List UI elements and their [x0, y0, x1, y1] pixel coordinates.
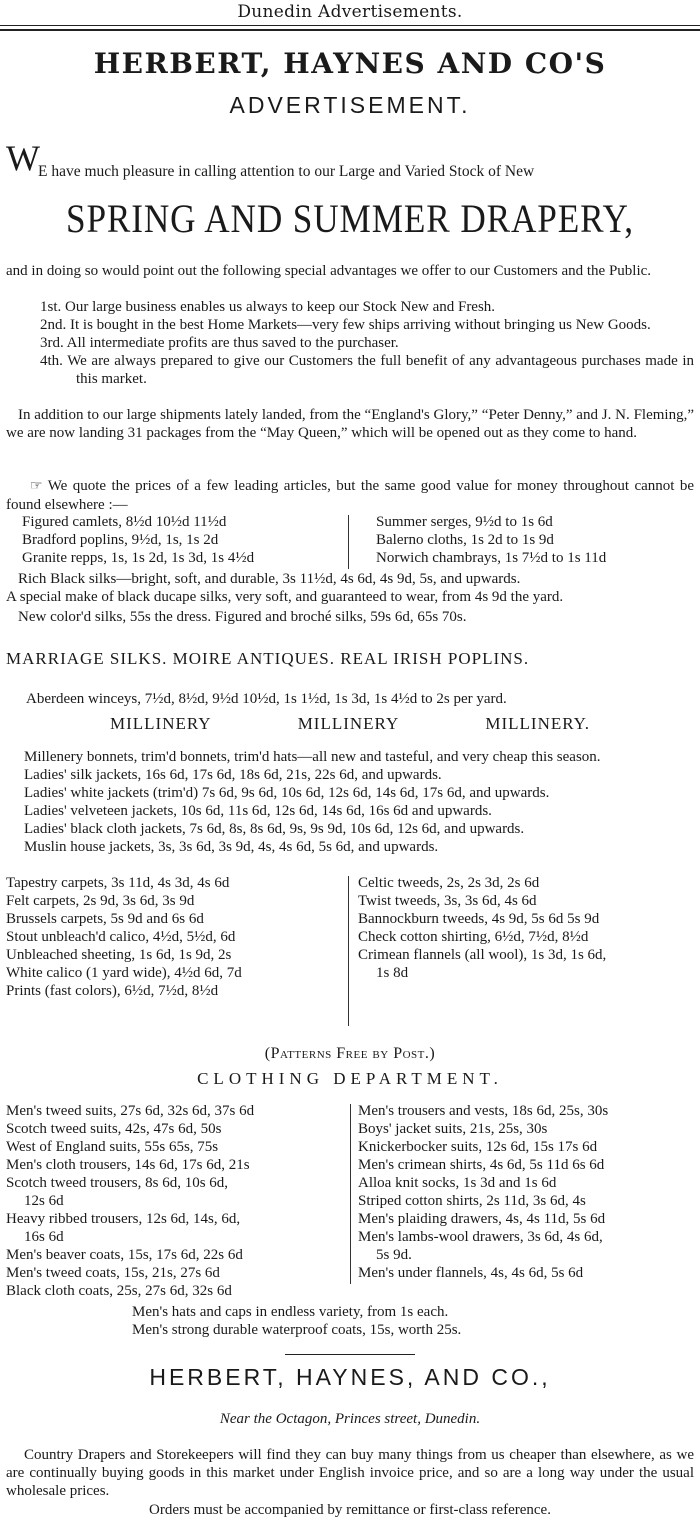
price-item: Crimean flannels (all wool), 1s 3d, 1s 6d,: [358, 947, 607, 963]
header-rule: [0, 25, 700, 26]
ad-subtitle: ADVERTISEMENT.: [229, 92, 471, 118]
clothing-item: Striped cotton shirts, 2s 11d, 3s 6d, 4s: [358, 1193, 586, 1209]
price-item: Bradford poplins, 9½d, 1s, 1s 2d: [22, 532, 219, 548]
clothing-item: Scotch tweed suits, 42s, 47s 6d, 50s: [6, 1121, 222, 1137]
price-item: Twist tweeds, 3s, 3s 6d, 4s 6d: [358, 893, 537, 909]
prices1-left: [22, 513, 342, 567]
hats-item: Men's strong durable waterproof coats, 15s, worth 25s.: [132, 1322, 462, 1338]
intro-para: and in doing so would point out the following special advantages we offer to our Customers and the Public.: [6, 263, 652, 279]
silk-item: New color'd silks, 55s the dress. Figured and broché silks, 59s 6d, 65s 70s.: [18, 609, 467, 625]
price-item: Felt carpets, 2s 9d, 3s 6d, 3s 9d: [6, 893, 195, 909]
price-item: Prints (fast colors), 6½d, 7½d, 8½d: [6, 983, 219, 999]
intro-line: E have much pleasure in calling attention to our Large and Varied Stock of New: [38, 163, 535, 180]
point-item: 1st. Our large business enables us always to keep our Stock New and Fresh.: [40, 299, 496, 315]
clothing-item: Men's tweed suits, 27s 6d, 32s 6d, 37s 6d: [6, 1103, 255, 1119]
clothing-item: 16s 6d: [24, 1229, 64, 1245]
millinery-word: MILLINERY: [297, 714, 400, 733]
address: Near the Octagon, Princes street, Dunedin.: [219, 1411, 481, 1427]
price-item: White calico (1 yard wide), 4½d 6d, 7d: [6, 965, 242, 981]
millinery-item: Muslin house jackets, 3s, 3s 6d, 3s 9d, 4s, 4s 6d, 5s 6d, and upwards.: [24, 839, 439, 855]
millinery-heading: [110, 715, 590, 733]
winceys-line: Aberdeen winceys, 7½d, 8½d, 9½d 10½d, 1s 1½d, 1s 3d, 1s 4½d to 2s per yard.: [26, 691, 507, 707]
clothing-item: Men's lambs-wool drawers, 3s 6d, 4s 6d,: [358, 1229, 603, 1245]
shipments-para: In addition to our large shipments lately landed, from the “England's Glory,” “Peter Denny,” and J. N. Fleming,” we are now landing 31 packages from the “May Queen,” which will be opened out as they come to hand.: [6, 407, 694, 441]
headline: SPRING AND SUMMER DRAPERY,: [66, 196, 634, 241]
footer-rule: [285, 1354, 415, 1355]
hats-lines: [132, 1303, 692, 1339]
millinery-item: Ladies' velveteen jackets, 10s 6d, 11s 6d, 12s 6d, 14s 6d, 16s 6d and upwards.: [24, 803, 492, 819]
point-item: 2nd. It is bought in the best Home Markets—very few ships arriving without bringing us New Goods.: [40, 317, 651, 333]
pointing-hand-icon: ☞: [30, 479, 43, 494]
clothing-item: Men's crimean shirts, 4s 6d, 5s 11d 6s 6d: [358, 1157, 605, 1173]
millinery-item: Ladies' white jackets (trim'd) 7s 6d, 9s 6d, 10s 6d, 12s 6d, 14s 6d, 17s 6d, and upwards.: [24, 785, 550, 801]
silks-list: [6, 570, 694, 626]
point-item: 3rd. All intermediate profits are thus saved to the purchaser.: [40, 335, 399, 351]
price-item: Stout unbleach'd calico, 4½d, 5½d, 6d: [6, 929, 236, 945]
patterns-note: (Patterns Free by Post.): [264, 1045, 436, 1062]
price-item: Celtic tweeds, 2s, 2s 3d, 2s 6d: [358, 875, 540, 891]
prices1-right: [376, 513, 694, 567]
clothing-item: Knickerbocker suits, 12s 6d, 15s 17s 6d: [358, 1139, 598, 1155]
column-divider: [348, 876, 349, 1026]
column-divider: [348, 515, 349, 569]
column-divider: [350, 1104, 351, 1284]
clothing-item: West of England suits, 55s 65s, 75s: [6, 1139, 219, 1155]
millinery-item: Millenery bonnets, trim'd bonnets, trim'd hats—all new and tasteful, and very cheap this season.: [24, 749, 601, 765]
quote-intro-text: We quote the prices of a few leading articles, but the same good value for money throughout cannot be found elsewhere :—: [6, 478, 694, 513]
clothing-right: [358, 1102, 698, 1282]
price-item: Bannockburn tweeds, 4s 9d, 5s 6d 5s 9d: [358, 911, 600, 927]
page-header: Dunedin Advertisements.: [237, 2, 463, 22]
closing-para: Country Drapers and Storekeepers will find they can buy many things from us cheaper than elsewhere, as we are continually buying goods in this market under English invoice price, and so are a long way under the usual wholesale prices.: [6, 1447, 694, 1499]
clothing-item: 5s 9d.: [376, 1247, 412, 1263]
prices2-left: [6, 874, 346, 1000]
price-item: Tapestry carpets, 3s 11d, 4s 3d, 4s 6d: [6, 875, 230, 891]
header-rule-thick: [0, 29, 700, 31]
ad-title: HERBERT, HAYNES AND CO'S: [93, 47, 607, 80]
silk-item: Rich Black silks—bright, soft, and durable, 3s 11½d, 4s 6d, 4s 9d, 5s, and upwards.: [18, 571, 521, 587]
silk-heading: MARRIAGE SILKS. MOIRE ANTIQUES. REAL IRISH POPLINS.: [6, 649, 530, 668]
clothing-item: Men's cloth trousers, 14s 6d, 17s 6d, 21s: [6, 1157, 250, 1173]
clothing-item: Boys' jacket suits, 21s, 25s, 30s: [358, 1121, 548, 1137]
clothing-heading: CLOTHING DEPARTMENT.: [197, 1069, 503, 1088]
price-item: Unbleached sheeting, 1s 6d, 1s 9d, 2s: [6, 947, 232, 963]
millinery-word: MILLINERY.: [485, 714, 590, 733]
clothing-item: Alloa knit socks, 1s 3d and 1s 6d: [358, 1175, 557, 1191]
hats-item: Men's hats and caps in endless variety, from 1s each.: [132, 1304, 449, 1320]
orders-note: Orders must be accompanied by remittance or first-class reference.: [149, 1502, 551, 1518]
price-item: Granite repps, 1s, 1s 2d, 1s 3d, 1s 4½d: [22, 550, 255, 566]
clothing-item: Men's under flannels, 4s, 4s 6d, 5s 6d: [358, 1265, 584, 1281]
millinery-item: Ladies' black cloth jackets, 7s 6d, 8s, 8s 6d, 9s, 9s 9d, 10s 6d, 12s 6d, and upwards.: [24, 821, 525, 837]
price-item: 1s 8d: [376, 965, 409, 981]
silk-item: A special make of black ducape silks, very soft, and guaranteed to wear, from 4s 9d the yard.: [6, 589, 564, 605]
clothing-item: Men's tweed coats, 15s, 21s, 27s 6d: [6, 1265, 220, 1281]
price-item: Norwich chambrays, 1s 7½d to 1s 11d: [376, 550, 607, 566]
clothing-item: Heavy ribbed trousers, 12s 6d, 14s, 6d,: [6, 1211, 241, 1227]
point-item: 4th. We are always prepared to give our Customers the full benefit of any advantageous purchases made in this market.: [40, 353, 694, 387]
clothing-item: Men's plaiding drawers, 4s, 4s 11d, 5s 6d: [358, 1211, 606, 1227]
quote-intro: [6, 477, 694, 514]
clothing-item: 12s 6d: [24, 1193, 64, 1209]
price-item: Brussels carpets, 5s 9d and 6s 6d: [6, 911, 204, 927]
drop-cap: W: [6, 138, 40, 178]
price-item: Balerno cloths, 1s 2d to 1s 9d: [376, 532, 554, 548]
price-item: Check cotton shirting, 6½d, 7½d, 8½d: [358, 929, 589, 945]
millinery-word: MILLINERY: [110, 714, 212, 733]
millinery-list: [6, 748, 694, 856]
clothing-item: Black cloth coats, 25s, 27s 6d, 32s 6d: [6, 1283, 232, 1299]
clothing-item: Men's beaver coats, 15s, 17s 6d, 22s 6d: [6, 1247, 243, 1263]
footer-title: HERBERT, HAYNES, AND CO.,: [149, 1364, 551, 1390]
millinery-item: Ladies' silk jackets, 16s 6d, 17s 6d, 18s 6d, 21s, 22s 6d, and upwards.: [24, 767, 442, 783]
prices2-right: [358, 874, 694, 982]
clothing-item: Men's trousers and vests, 18s 6d, 25s, 30s: [358, 1103, 609, 1119]
clothing-item: Scotch tweed trousers, 8s 6d, 10s 6d,: [6, 1175, 229, 1191]
points-list: [6, 298, 694, 388]
price-item: Summer serges, 9½d to 1s 6d: [376, 514, 553, 530]
clothing-left: [6, 1102, 346, 1300]
price-item: Figured camlets, 8½d 10½d 11½d: [22, 514, 227, 530]
